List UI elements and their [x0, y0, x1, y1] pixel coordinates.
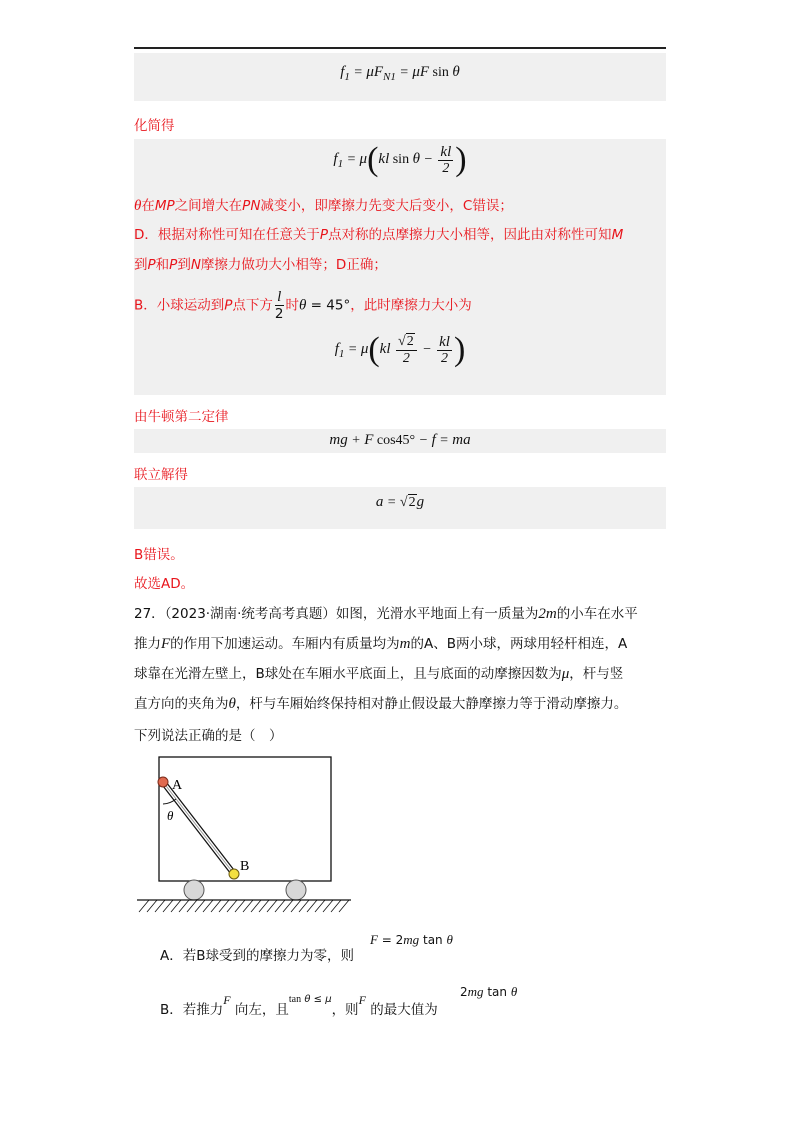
- eq-newton: mg + F cos45° − f = ma: [329, 432, 471, 448]
- question-line-3: 球靠在光滑左壁上，B球处在车厢水平底面上，且与底面的动摩擦因数为μ，杆与竖: [134, 666, 624, 682]
- equation-box-1: [134, 53, 666, 101]
- question-source: （2023·湖南·统考高考真题）: [164, 606, 336, 622]
- label-b: B: [240, 859, 250, 874]
- question-line-4: 直方向的夹角为θ，杆与车厢始终保持相对静止假设最大静摩擦力等于滑动摩擦力。: [134, 696, 628, 712]
- option-a[interactable]: [160, 944, 354, 964]
- theta-line: θ在MP之间增大在PN减变小，即摩擦力先变大后变小，C错误；: [134, 198, 513, 214]
- cart-figure: [134, 752, 354, 922]
- b-line: B．小球运动到P点下方 $\frac{l}{2}$ 时θ = 45°，此时摩擦力大小为: [134, 289, 472, 322]
- eq-friction-45: $f_1 = \mu(kl$ $\frac{√2}{2}$ − $\frac{kl}{2}$ ): [334, 331, 466, 368]
- option-b-eq: 2mg tan θ: [460, 984, 518, 999]
- question-line-1: 27．（2023·湖南·统考高考真题）如图，光滑水平地面上有一质量为2m的小车在水平: [134, 606, 638, 622]
- wheel-right: [286, 880, 306, 900]
- newton-label: 由牛顿第二定律: [134, 409, 229, 425]
- eq-friction-simplified: $f_1 = \mu(kl$ sin θ − $\frac{kl}{2}$ ): [333, 141, 467, 178]
- equation-box-2: [134, 139, 666, 395]
- simplify-label: 化简得: [134, 118, 175, 134]
- top-rule: [134, 47, 666, 49]
- label-theta: θ: [167, 808, 174, 823]
- equation-box-4: [134, 487, 666, 529]
- ball-a: [158, 777, 168, 787]
- d-line-1: D．根据对称性可知在任意关于P点对称的点摩擦力大小相等，因此由对称性可知M: [134, 227, 624, 243]
- wheel-left: [184, 880, 204, 900]
- label-a: A: [172, 778, 183, 793]
- question-number: 27．: [134, 606, 165, 622]
- solve-label: 联立解得: [134, 467, 188, 483]
- ball-b: [229, 869, 239, 879]
- option-a-eq: F = 2mg tan θ: [370, 932, 453, 947]
- eq-result: a = √2g: [375, 494, 425, 510]
- d-line-2: 到P和P到N摩擦力做功大小相等；D正确；: [134, 257, 387, 273]
- eq-friction-top: $f_1 = \mu F_{N1} = \mu F$ sin θ: [340, 64, 460, 83]
- option-b[interactable]: B．若推力F 向左，且$^{tan \theta \le \mu}$，则F 的最大值为: [160, 993, 438, 1018]
- ground-hatch: [139, 900, 349, 912]
- option-a-text: A．若B球受到的摩擦力为零，则: [160, 948, 354, 964]
- equation-box-3: [134, 429, 666, 453]
- answer: 故选AD。: [134, 576, 195, 592]
- b-wrong: B错误。: [134, 547, 184, 563]
- question-line-2: 推力F的作用下加速运动。车厢内有质量均为m的A、B两小球，两球用轻杆相连，A: [134, 636, 628, 652]
- question-prompt: 下列说法正确的是（ ）: [134, 728, 283, 744]
